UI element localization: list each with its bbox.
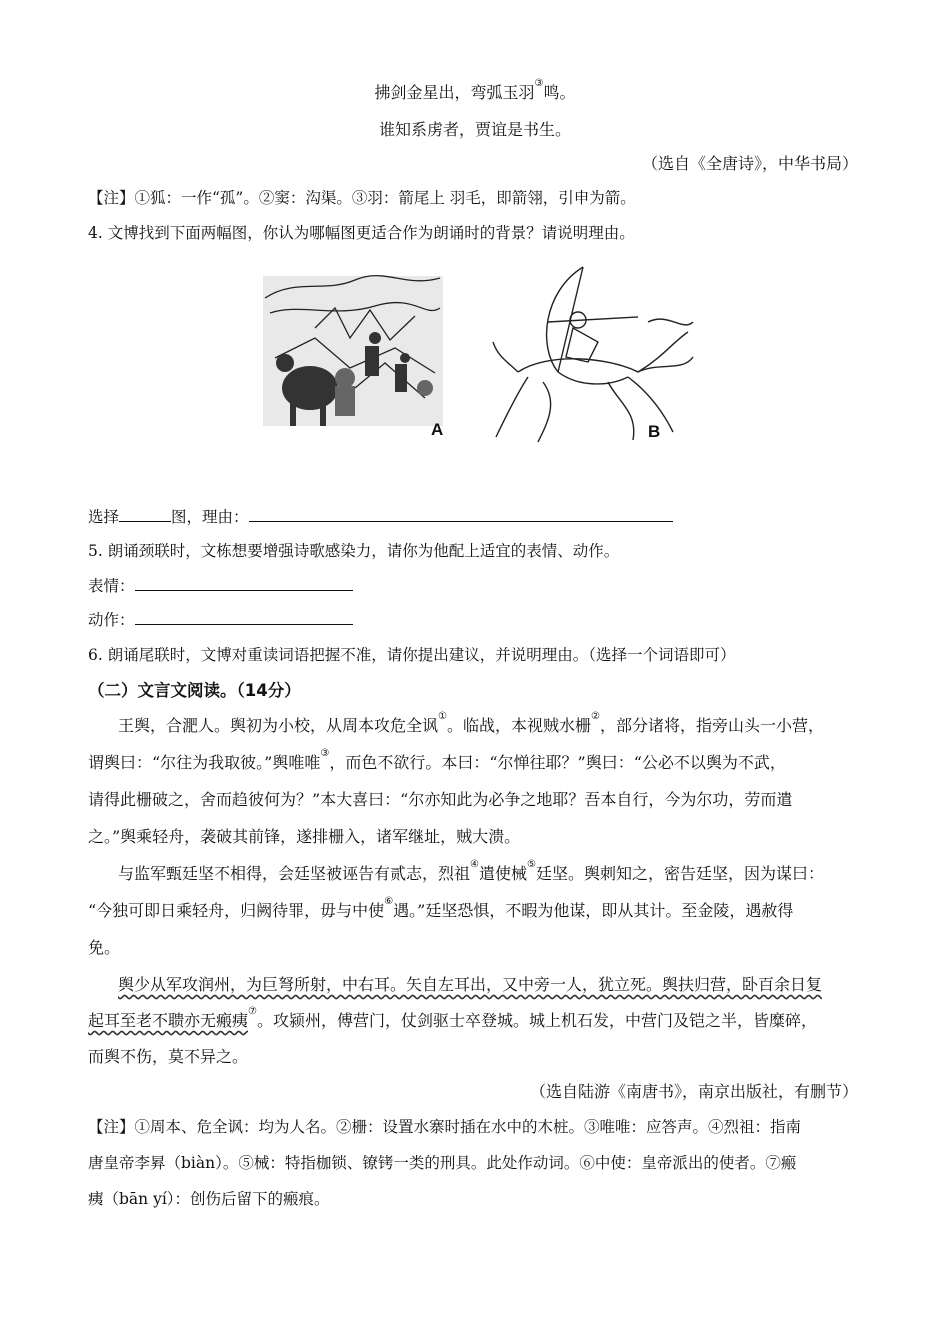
action-row: [88, 608, 353, 630]
poem-note: 【注】①狐：一作“孤”。②窦：沟渠。③羽：箭尾上 羽毛，即箭翎，引申为箭。: [88, 189, 636, 207]
answer-prefix: 选择: [88, 508, 120, 526]
question-4: 4. 文博找到下面两幅图，你认为哪幅图更适合作为朗诵时的背景？请说明理由。: [88, 224, 635, 242]
choice-blank[interactable]: [119, 520, 171, 522]
section-2-title: （二）文言文阅读。（14分）: [88, 681, 301, 700]
illustration-a: [255, 268, 465, 448]
action-label: 动作：: [88, 611, 135, 629]
illustration-a-label: A: [431, 420, 444, 439]
answer-mid: 图，理由：: [171, 508, 249, 526]
archer-on-horse-icon: [488, 262, 703, 448]
expression-blank[interactable]: [135, 589, 353, 591]
passage-p1-line2: 谓舆曰：“尔往为我取彼。”舆唯唯③，而色不欲行。本曰：“尔惮往耶？”舆曰：“公必不以舆为不武，: [88, 748, 786, 772]
passage-p1-line1: 王舆，合淝人。舆初为小校，从周本攻危全讽①。临战，本视贼水栅②，部分诸将，指旁山头一小营，: [118, 711, 824, 735]
passage-p1-line4: 之。”舆乘轻舟，袭破其前锋，遂排栅入，诸军继址，贼大溃。: [88, 827, 521, 846]
passage-source: （选自陆游《南唐书》，南京出版社，有删节）: [529, 1082, 858, 1101]
question-5: 5. 朗诵颈联时，文栋想要增强诗歌感染力，请你为他配上适宜的表情、动作。: [88, 542, 620, 560]
passage-p3-line1: 舆少从军攻润州，为巨弩所射，中右耳。矢自左耳出，又中旁一人，犹立死。舆扶归营，卧百余日复: [118, 975, 823, 994]
passage-note-line3: 痍（bān yí）：创伤后留下的瘢痕。: [88, 1190, 330, 1208]
passage-p3-line3: 而舆不伤，莫不异之。: [88, 1047, 249, 1066]
poem-source: （选自《全唐诗》，中华书局）: [641, 154, 858, 173]
action-blank[interactable]: [135, 623, 353, 625]
passage-p3-line2: 起耳至老不聩亦无瘢痍⑦。攻颍州，傅营门，仗剑驱士卒登城。城上机石发，中营门及铠之半，皆糜碎，: [88, 1006, 817, 1030]
reason-blank[interactable]: [249, 520, 673, 522]
passage-p2-line3: 免。: [88, 938, 121, 957]
passage-p2-line2: “今独可即日乘轻舟，归阙待罪，毋与中使⑥遇。”廷坚恐惧，不暇为他谋，即从其计。至金陵，遇赦得: [88, 896, 794, 920]
question-6: 6. 朗诵尾联时，文博对重读词语把握不准，请你提出建议，并说明理由。（选择一个词语即可）: [88, 646, 736, 664]
illustration-b-label: B: [648, 422, 661, 441]
q4-answer-row: [88, 505, 673, 527]
poem-line-1: 拂剑金星出，弯弧玉羽③鸣。: [374, 78, 576, 102]
poem-line-2: 谁知系虏者，贾谊是书生。: [378, 120, 571, 139]
passage-p1-line3: 请得此栅破之，舍而趋彼何为？”本大喜曰：“尔亦知此为必争之地耶？吾本自行，今为尔功，劳而遣: [88, 790, 793, 809]
passage-note-line1: 【注】①周本、危全讽：均为人名。②栅：设置水寨时插在水中的木桩。③唯唯：应答声。④烈祖：指南: [88, 1118, 802, 1136]
passage-note-line2: 唐皇帝李昪（biàn）。⑤械：特指枷锁、镣铐一类的刑具。此处作动词。⑥中使：皇帝派出的使者。⑦瘢: [88, 1154, 797, 1172]
illustration-b: [488, 262, 703, 448]
expression-row: [88, 574, 353, 596]
expression-label: 表情：: [88, 577, 135, 595]
passage-p2-line1: 与监军甄廷坚不相得，会廷坚被诬告有贰志，烈祖④遣使械⑤廷坚。舆刺知之，密告廷坚，因为谋曰：: [118, 859, 824, 883]
